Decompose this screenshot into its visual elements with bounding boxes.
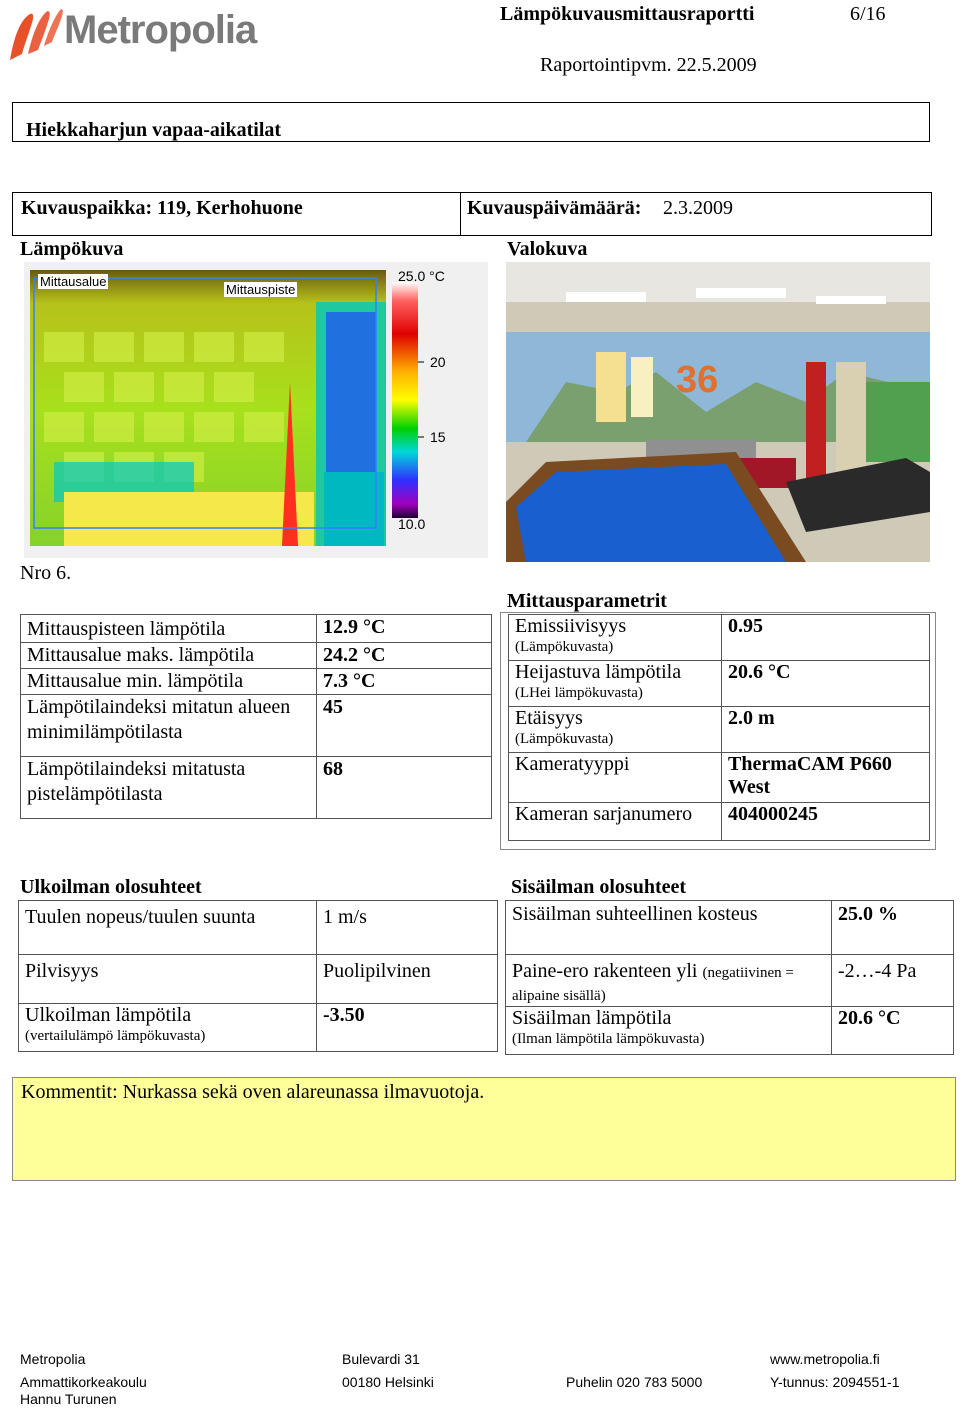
thermal-image [24,262,488,558]
logo [4,2,274,62]
param-cell [509,707,722,753]
measurement-label: Mittausalue maks. lämpötila [21,643,317,669]
param-sub: (Lämpökuvasta) [515,639,614,655]
footer-phone: Puhelin 020 783 5000 [566,1374,703,1390]
measurement-value: 24.2 °C [317,643,492,669]
table-row [506,1007,954,1055]
param-sub: (Lämpökuvasta) [515,731,614,747]
table-row [21,695,492,757]
room-photo [506,262,930,562]
outdoor-table [18,900,498,1052]
footer-business-id: Y-tunnus: 2094551-1 [770,1374,900,1390]
photo-heading: Valokuva [507,238,588,260]
footer-street: Bulevardi 31 [342,1351,420,1367]
params-heading: Mittausparametrit [507,590,667,612]
indoor-heading: Sisäilman olosuhteet [511,876,687,898]
location-label: Kuvauspaikka: 119, Kerhohuone [21,197,303,219]
param-cell [509,615,722,661]
indoor-temp-label: Sisäilman lämpötila [512,1007,672,1029]
number-label: Nro 6. [20,562,72,584]
table-row [506,955,954,1007]
param-label: Emissiivisyys [515,615,627,637]
measurement-label: Mittauspisteen lämpötila [21,615,317,643]
humidity-label: Sisäilman suhteellinen kosteus [506,901,832,955]
table-row [19,955,498,1004]
footer-org: Metropolia [20,1351,86,1367]
site-title-box [12,102,930,142]
measurement-value: 7.3 °C [317,669,492,695]
param-label: Etäisyys [515,707,583,729]
measurement-label: Lämpötilaindeksi mitatusta pistelämpötilasta [21,757,317,819]
report-date: Raportointipvm. 22.5.2009 [540,54,757,76]
humidity-value: 25.0 % [832,901,954,955]
date-label: Kuvauspäivämäärä: [467,197,642,219]
table-row [21,669,492,695]
measurements-table [20,614,492,819]
footer-org2: Ammattikorkeakoulu [20,1374,147,1390]
thermal-heading: Lämpökuva [20,238,124,260]
footer [0,1348,960,1408]
measurement-label: Mittausalue min. lämpötila [21,669,317,695]
pressure-cell [506,955,832,1007]
param-cell [509,661,722,707]
footer-person: Hannu Turunen [20,1391,117,1407]
pressure-sub: (negatiivinen = alipaine sisällä) [512,965,794,1004]
footer-postcode: 00180 Helsinki [342,1374,434,1390]
pressure-label: Paine-ero rakenteen yli [512,960,698,982]
param-value: 404000245 [722,803,930,841]
point-label: Mittauspiste [226,282,296,297]
date-value: 2.3.2009 [663,197,733,219]
wind-label: Tuulen nopeus/tuulen suunta [19,901,317,955]
param-value: 20.6 °C [722,661,930,707]
param-cell [509,753,722,803]
cloud-value: Puolipilvinen [317,955,498,1004]
param-label: Kameratyyppi [515,753,630,775]
indoor-table [505,900,954,1055]
table-row [509,803,930,841]
outdoor-temp-value: -3.50 [317,1004,498,1052]
scale-min: 10.0 [398,516,426,532]
measurement-value: 68 [317,757,492,819]
metropolia-logo-icon [4,2,64,62]
measurement-label: Lämpötilaindeksi mitatun alueen minimilämpötilasta [21,695,317,757]
pressure-value: -2…-4 Pa [832,955,954,1007]
table-row [509,661,930,707]
measurement-value: 12.9 °C [317,615,492,643]
cloud-label: Pilvisyys [19,955,317,1004]
param-value: ThermaCAM P660 West [722,753,930,803]
site-title: Hiekkaharjun vapaa-aikatilat [26,119,282,141]
scale-max: 25.0 °C [398,268,445,284]
indoor-temp-sub: (Ilman lämpötila lämpökuvasta) [512,1031,705,1047]
param-cell [509,803,722,841]
footer-web[interactable]: www.metropolia.fi [770,1351,880,1367]
param-label: Heijastuva lämpötila [515,661,682,683]
table-row [21,643,492,669]
param-value: 2.0 m [722,707,930,753]
table-row [509,615,930,661]
outdoor-temp-label: Ulkoilman lämpötila [25,1004,192,1026]
scale-20: 20 [430,354,446,370]
measurement-value: 45 [317,695,492,757]
table-row [19,901,498,955]
param-sub: (LHei lämpökuvasta) [515,685,643,701]
indoor-temp-value: 20.6 °C [832,1007,954,1055]
report-title: Lämpökuvausmittausraportti [500,3,755,25]
table-row [21,615,492,643]
outdoor-temp-cell [19,1004,317,1052]
scale-15: 15 [430,429,446,445]
wind-value: 1 m/s [317,901,498,955]
area-label: Mittausalue [40,274,107,289]
outdoor-heading: Ulkoilman olosuhteet [20,876,202,898]
logo-text: Metropolia [64,8,257,52]
table-row [506,901,954,955]
table-row [19,1004,498,1052]
svg-text:36: 36 [676,359,719,401]
comments-box [12,1077,956,1181]
comments-text: Kommentit: Nurkassa sekä oven alareunassa ilmavuotoja. [21,1081,485,1103]
indoor-temp-cell [506,1007,832,1055]
param-label: Kameran sarjanumero [515,803,693,825]
table-row [509,753,930,803]
outdoor-temp-sub: (vertailulämpö lämpökuvasta) [25,1028,206,1044]
page-number: 6/16 [850,3,886,25]
table-row [21,757,492,819]
param-value: 0.95 [722,615,930,661]
params-table [508,614,930,841]
location-box [12,192,932,236]
table-row [509,707,930,753]
